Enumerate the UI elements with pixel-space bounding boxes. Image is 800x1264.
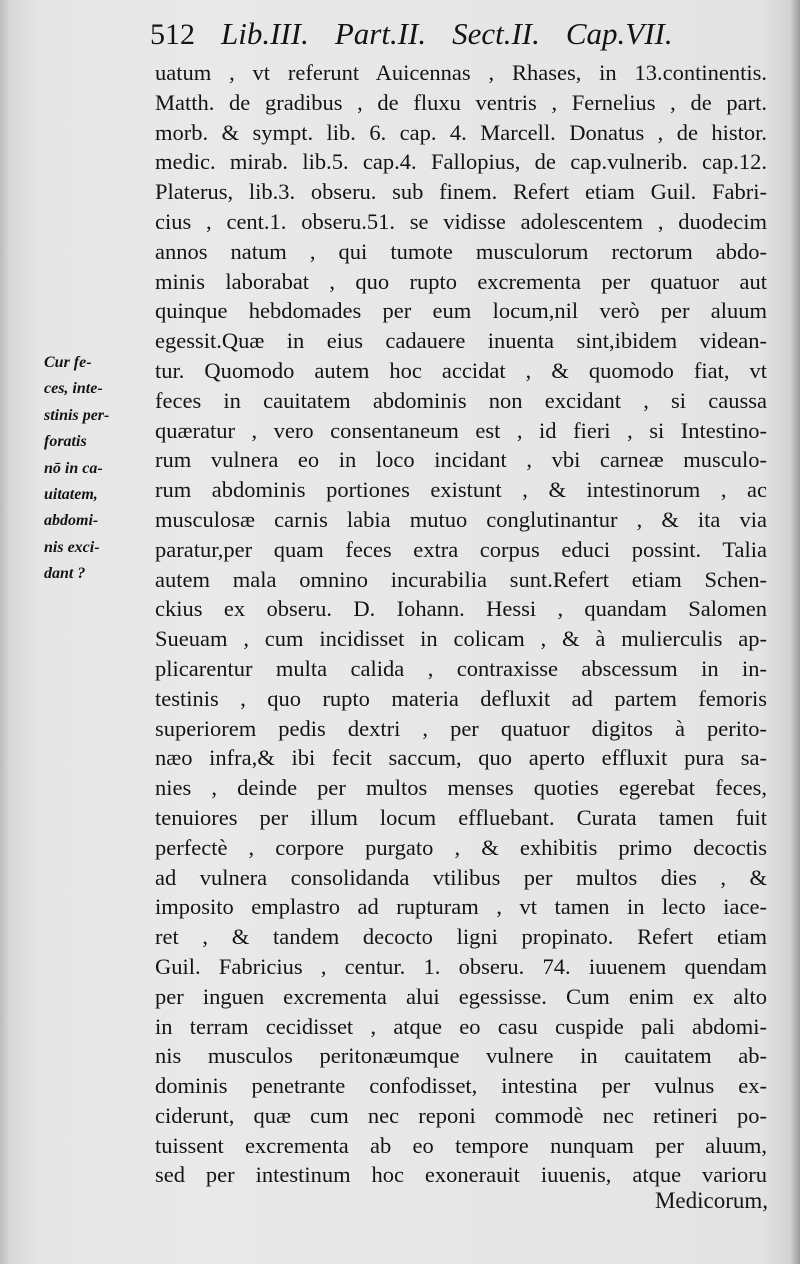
text-line: rum abdominis portiones existunt , & intestinorum , ac — [155, 477, 767, 503]
margin-note-line: ces, inte- — [44, 380, 103, 398]
margin-note-line: dant ? — [44, 565, 86, 583]
header-book: Lib.III. — [221, 16, 309, 51]
text-line: nis musculos peritonæumque vulnere in cauitatem ab- — [155, 1043, 767, 1069]
running-header — [150, 16, 770, 60]
text-line: nies , deinde per multos menses quoties egerebat feces, — [155, 775, 767, 801]
margin-note-line: Cur fe- — [44, 354, 92, 371]
body-text — [155, 58, 767, 1190]
text-line: feces in cauitatem abdominis non excidant , si caussa — [155, 387, 767, 413]
text-line: egessit.Quæ in eius cadauere inuenta sint,ibidem videan- — [155, 328, 767, 354]
text-line: annos natum , qui tumote musculorum rectorum abdo- — [155, 238, 767, 264]
header-chapter: Cap.VII. — [565, 16, 673, 51]
text-line: cius , cent.1. obseru.51. se vidisse adolescentem , duodecim — [155, 208, 767, 234]
text-line: in terram cecidisset , atque eo casu cuspide pali abdomi- — [155, 1013, 767, 1039]
text-line: sed per intestinum hoc exonerauit iuuenis, atque varioru — [155, 1162, 767, 1188]
text-line: ret , & tandem decocto ligni propinato. Refert etiam — [155, 924, 767, 950]
text-line: morb. & sympt. lib. 6. cap. 4. Marcell. Donatus , de histor. — [155, 119, 767, 145]
catchword: Medicorum, — [654, 1188, 768, 1213]
margin-note-line: abdomi- — [44, 512, 99, 530]
text-line: medic. mirab. lib.5. cap.4. Fallopius, de cap.vulnerib. cap.12. — [155, 149, 767, 175]
text-line: Matth. de gradibus , de fluxu ventris , Fernelius , de part. — [155, 89, 767, 115]
text-line: quinque hebdomades per eum locum,nil verò per aluum — [155, 298, 767, 324]
margin-note-line: uitatem, — [44, 486, 98, 504]
margin-note-line: stinis per- — [44, 406, 110, 424]
text-line: Guil. Fabricius , centur. 1. obseru. 74. iuuenem quendam — [155, 953, 767, 979]
header-part: Part.II. — [334, 16, 427, 51]
page-number: 512 — [150, 18, 195, 51]
text-line: dominis penetrante confodisset, intestina per vulnus ex- — [155, 1073, 767, 1099]
text-line: perfectè , corpore purgato , & exhibitis primo decoctis — [155, 834, 767, 860]
text-line: quæratur , vero consentaneum est , id fieri , si Intestino- — [155, 417, 767, 443]
text-line: rum vulnera eo in loco incidant , vbi carneæ musculo- — [155, 447, 767, 473]
text-line: plicarentur multa calida , contraxisse abscessum in in- — [155, 655, 767, 681]
text-line: Platerus, lib.3. obseru. sub finem. Refert etiam Guil. Fabri- — [155, 179, 767, 205]
text-line: Sueuam , cum incidisset in colicam , & à mulierculis ap- — [155, 626, 767, 652]
header-section: Sect.II. — [452, 16, 540, 51]
margin-note-line: nis exci- — [44, 538, 100, 556]
text-line: ad vulnera consolidanda vtilibus per multos dies , & — [155, 864, 767, 890]
text-line: per inguen excrementa alui egessisse. Cum enim ex alto — [155, 983, 767, 1009]
text-line: minis laborabat , quo rupto excrementa per quatuor aut — [155, 268, 767, 294]
text-line: superiorem pedis dextri , per quatuor digitos à perito- — [155, 715, 767, 741]
text-line: paratur,per quam feces extra corpus educi possint. Talia — [155, 536, 767, 562]
text-line: testinis , quo rupto materia defluxit ad partem femoris — [155, 685, 767, 711]
text-line: tuissent excrementa ab eo tempore nunquam per aluum, — [155, 1132, 767, 1158]
text-line: ckius ex obseru. D. Iohann. Hessi , quandam Salomen — [155, 596, 767, 622]
text-line: næo infra,& ibi fecit saccum, quo aperto effluxit pura sa- — [155, 745, 767, 771]
text-line: uatum , vt referunt Auicennas , Rhases, in 13.continentis. — [155, 60, 767, 85]
marginal-note — [44, 350, 152, 588]
text-line: tur. Quomodo autem hoc accidat , & quomodo fiat, vt — [155, 357, 767, 383]
text-line: musculosæ carnis labia mutuo conglutinantur , & ita via — [155, 506, 767, 532]
text-line: autem mala omnino incurabilia sunt.Refert etiam Schen- — [155, 566, 767, 592]
text-line: imposito emplastro ad rupturam , vt tamen in lecto iace- — [155, 894, 767, 920]
margin-note-line: foratis — [44, 433, 87, 451]
text-line: tenuiores per illum locum effluebant. Curata tamen fuit — [155, 804, 767, 830]
margin-note-line: nō in ca- — [44, 459, 103, 477]
text-line: ciderunt, quæ cum nec reponi commodè nec retineri po- — [155, 1102, 767, 1128]
